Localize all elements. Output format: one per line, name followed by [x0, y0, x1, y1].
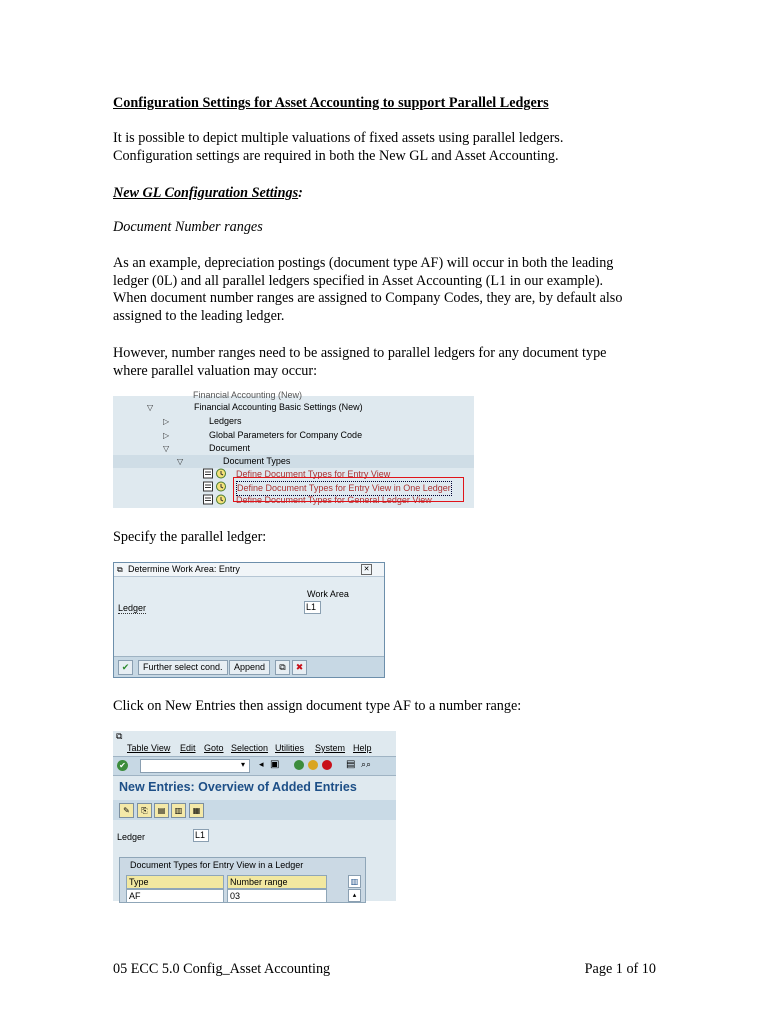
menu-goto[interactable]: Goto [204, 743, 224, 753]
menu-help[interactable]: Help [353, 743, 372, 753]
caption-specify: Specify the parallel ledger: [113, 529, 267, 545]
ledger-label: Ledger [117, 832, 146, 842]
footer-left: 05 ECC 5.0 Config_Asset Accounting [113, 961, 331, 977]
dialog-title: Determine Work Area: Entry [128, 564, 240, 574]
back-icon[interactable] [294, 760, 304, 770]
collapsed-arrow-icon[interactable]: ▷ [163, 417, 170, 426]
tree-row[interactable] [113, 401, 474, 414]
dropdown-icon[interactable]: ▾ [241, 760, 246, 769]
tree-label: Document [209, 443, 251, 453]
column-settings-icon[interactable]: ▥ [348, 875, 361, 888]
further-select-button[interactable]: Further select cond. [138, 660, 228, 675]
standard-toolbar [113, 756, 396, 776]
print-icon[interactable]: ▤ [346, 759, 356, 770]
section-heading-text: New GL Configuration Settings [113, 185, 299, 201]
paragraph-however [113, 345, 606, 380]
enter-icon[interactable]: ✔ [117, 760, 128, 771]
tree-row[interactable] [113, 429, 474, 442]
menu-edit[interactable]: Edit [180, 743, 196, 753]
para-line: As an example, depreciation postings (document type AF) will occur in both the leading [113, 255, 614, 271]
para-line: ledger (0L) and all parallel ledgers specified in Asset Accounting (L1 in our example). [113, 272, 604, 289]
column-header-type[interactable]: Type [126, 875, 224, 889]
section-heading [113, 185, 303, 203]
tree-row[interactable] [113, 415, 474, 428]
expand-arrow-icon[interactable]: ▽ [163, 444, 170, 453]
expand-arrow-icon[interactable]: ▽ [177, 457, 184, 466]
cell-type[interactable]: AF [126, 889, 224, 903]
menu-table-view[interactable]: Table View [127, 743, 171, 753]
multiple-select-icon[interactable]: ⧉ [275, 660, 290, 675]
section-heading-colon: : [298, 185, 303, 201]
tree-row[interactable] [113, 455, 474, 468]
check-icon[interactable]: ✔ [118, 660, 133, 675]
intro-line: It is possible to depict multiple valuations of fixed assets using parallel ledgers. [113, 130, 564, 146]
expand-arrow-icon[interactable]: ▽ [147, 403, 154, 412]
paragraph-example [113, 255, 622, 325]
dialog-footer [114, 656, 384, 677]
ledger-input[interactable]: L1 [304, 601, 321, 614]
save-icon[interactable]: ▣ [270, 759, 280, 770]
tree-label: Define Document Types for Entry View [236, 469, 391, 479]
tree-label: Global Parameters for Company Code [209, 430, 363, 440]
back-arrow-icon[interactable]: ◂ [259, 759, 264, 769]
ledger-field: L1 [193, 829, 209, 842]
para-line: where parallel valuation may occur: [113, 362, 318, 379]
column-header: Work Area [307, 589, 349, 599]
scroll-up-icon[interactable]: ▴ [348, 889, 361, 902]
tree-label: Define Document Types for General Ledger View [236, 495, 432, 505]
column-header-number-range[interactable]: Number range [227, 875, 327, 889]
para-line: When document number ranges are assigned to Company Codes, they are, by default also [113, 290, 623, 306]
highlight-box [233, 477, 464, 502]
subheading: Document Number ranges [113, 219, 263, 235]
command-field[interactable] [140, 759, 250, 773]
intro-line: Configuration settings are required in both the New GL and Asset Accounting. [113, 147, 559, 164]
execute-doc-icon[interactable] [203, 494, 229, 509]
tree-label: Document Types [223, 456, 291, 466]
window-icon: ⧉ [116, 731, 123, 741]
close-icon[interactable]: ✕ [361, 564, 372, 575]
delete-icon[interactable]: ▤ [154, 803, 169, 818]
menu-bar [113, 741, 396, 755]
screen-title: New Entries: Overview of Added Entries [119, 780, 357, 794]
menu-utilities[interactable]: Utilities [275, 743, 305, 753]
application-toolbar [113, 800, 396, 820]
para-line: assigned to the leading ledger. [113, 307, 285, 324]
tree-row[interactable] [113, 442, 474, 455]
exit-icon[interactable] [308, 760, 318, 770]
sap-new-entries-screenshot [113, 731, 396, 901]
find-icon[interactable]: ⌕⌕ [361, 759, 372, 769]
tree-label: Financial Accounting Basic Settings (New) [194, 402, 363, 412]
tree-label: Define Document Types for Entry View in One Ledger [236, 481, 452, 496]
window-icon: ⧉ [117, 565, 123, 574]
ledger-label: Ledger [118, 603, 147, 613]
append-button[interactable]: Append [229, 660, 270, 675]
para-line: However, number ranges need to be assigned to parallel ledgers for any document type [113, 345, 607, 361]
tree-label: Financial Accounting (New) [193, 390, 303, 400]
copy-icon[interactable]: ⎘ [137, 803, 152, 818]
work-area-dialog [113, 562, 385, 678]
edit-icon[interactable]: ✎ [119, 803, 134, 818]
menu-system[interactable]: System [315, 743, 346, 753]
dialog-titlebar [114, 563, 384, 577]
caption-new-entries: Click on New Entries then assign document type AF to a number range: [113, 698, 522, 714]
img-tree-screenshot [113, 390, 474, 508]
document-types-table [119, 857, 366, 903]
next-entry-icon[interactable]: ▦ [189, 803, 204, 818]
menu-selection[interactable]: Selection [231, 743, 269, 753]
table-title: Document Types for Entry View in a Ledger [130, 860, 304, 870]
document-title: Configuration Settings for Asset Accounting to support Parallel Ledgers [113, 95, 549, 111]
footer-page-number: Page 1 of 10 [584, 961, 656, 977]
tree-label: Ledgers [209, 416, 242, 426]
previous-entry-icon[interactable]: ▥ [171, 803, 186, 818]
collapsed-arrow-icon[interactable]: ▷ [163, 431, 170, 440]
cell-number-range[interactable]: 03 [227, 889, 327, 903]
cancel-icon[interactable] [322, 760, 332, 770]
intro-paragraph [113, 130, 563, 165]
cancel-icon[interactable]: ✖ [292, 660, 307, 675]
